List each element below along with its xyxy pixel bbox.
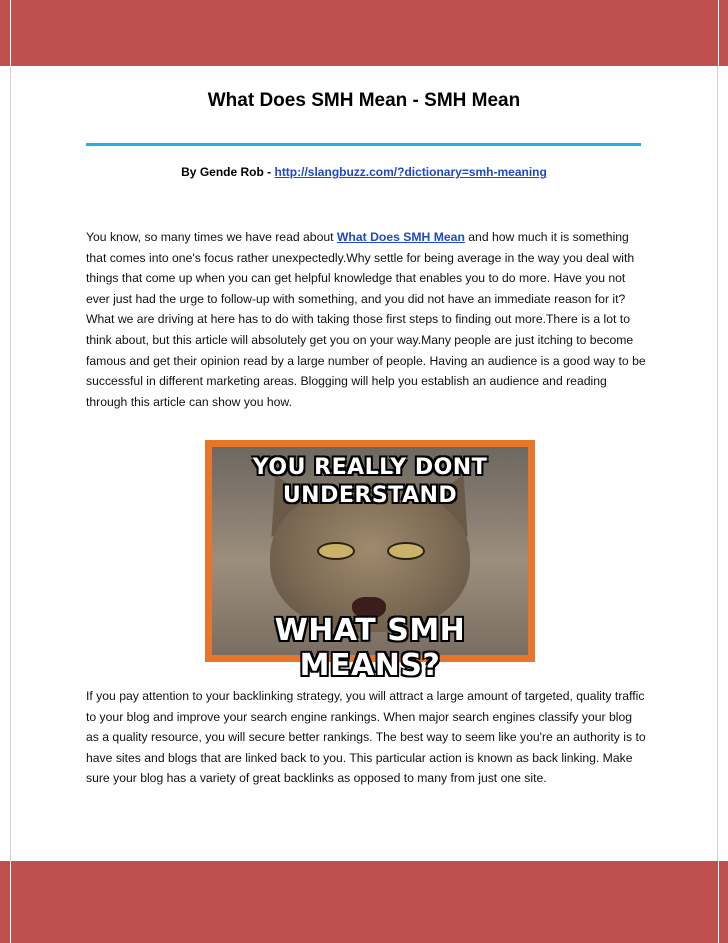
byline-link[interactable]: http://slangbuzz.com/?dictionary=smh-meaning: [274, 165, 547, 179]
byline-prefix: By Gende Rob -: [181, 165, 275, 179]
band-divider: [718, 0, 719, 66]
paragraph-1-start: You know, so many times we have read about: [86, 230, 337, 244]
title-rule: [86, 143, 641, 146]
header-band: [0, 0, 728, 66]
footer-band: [0, 861, 728, 943]
smh-meaning-link[interactable]: What Does SMH Mean: [336, 230, 465, 244]
meme-photo: [212, 447, 528, 683]
byline: [0, 165, 728, 179]
paragraph-1: [86, 227, 646, 412]
band-divider: [10, 861, 11, 943]
cat-eye-left: [317, 542, 355, 560]
paragraph-2: If you pay attention to your backlinking strategy, you will attract a large amount of targeted, quality traffic to your blog and improve your search engine rankings. When major search engines classify your blog as a quality resource, you will secure better rankings. The best way to seem like you're an authority is to have sites and blogs that are linked back to you. This particular action is known as back linking. Make sure your blog has a variety of great backlinks as opposed to many from just one site.: [86, 689, 646, 786]
page-frame-left: [10, 66, 11, 861]
band-divider: [718, 861, 719, 943]
meme-image: [205, 440, 535, 683]
document-title: What Does SMH Mean - SMH Mean: [207, 90, 521, 111]
meme-caption-bottom: WHAT SMH MEANS?: [274, 613, 466, 683]
meme-caption-top-2: UNDERSTAND: [282, 483, 458, 508]
band-divider: [10, 0, 11, 66]
cat-eye-right: [387, 542, 425, 560]
meme-caption-top-1: YOU REALLY DONT: [252, 455, 488, 480]
paragraph-1-rest: and how much it is something that comes into one's focus rather unexpectedly.Why settle for being average in the way you deal with things that come up when you can get helpful knowledge that enables you to do more. Have you not ever just had the urge to follow-up with something, and you did not have an immediate reason for it? What we are driving at here has to do with taking those first steps to finding out more.There is a lot to think about, but this article will absolutely get you on your way.Many people are just itching to become famous and get their opinion read by a large number of people. Having an audience is a good way to be successful in different marketing areas. Blogging will help you establish an audience and reading through this article can show you how.: [86, 230, 646, 409]
page-frame-right: [717, 66, 718, 861]
